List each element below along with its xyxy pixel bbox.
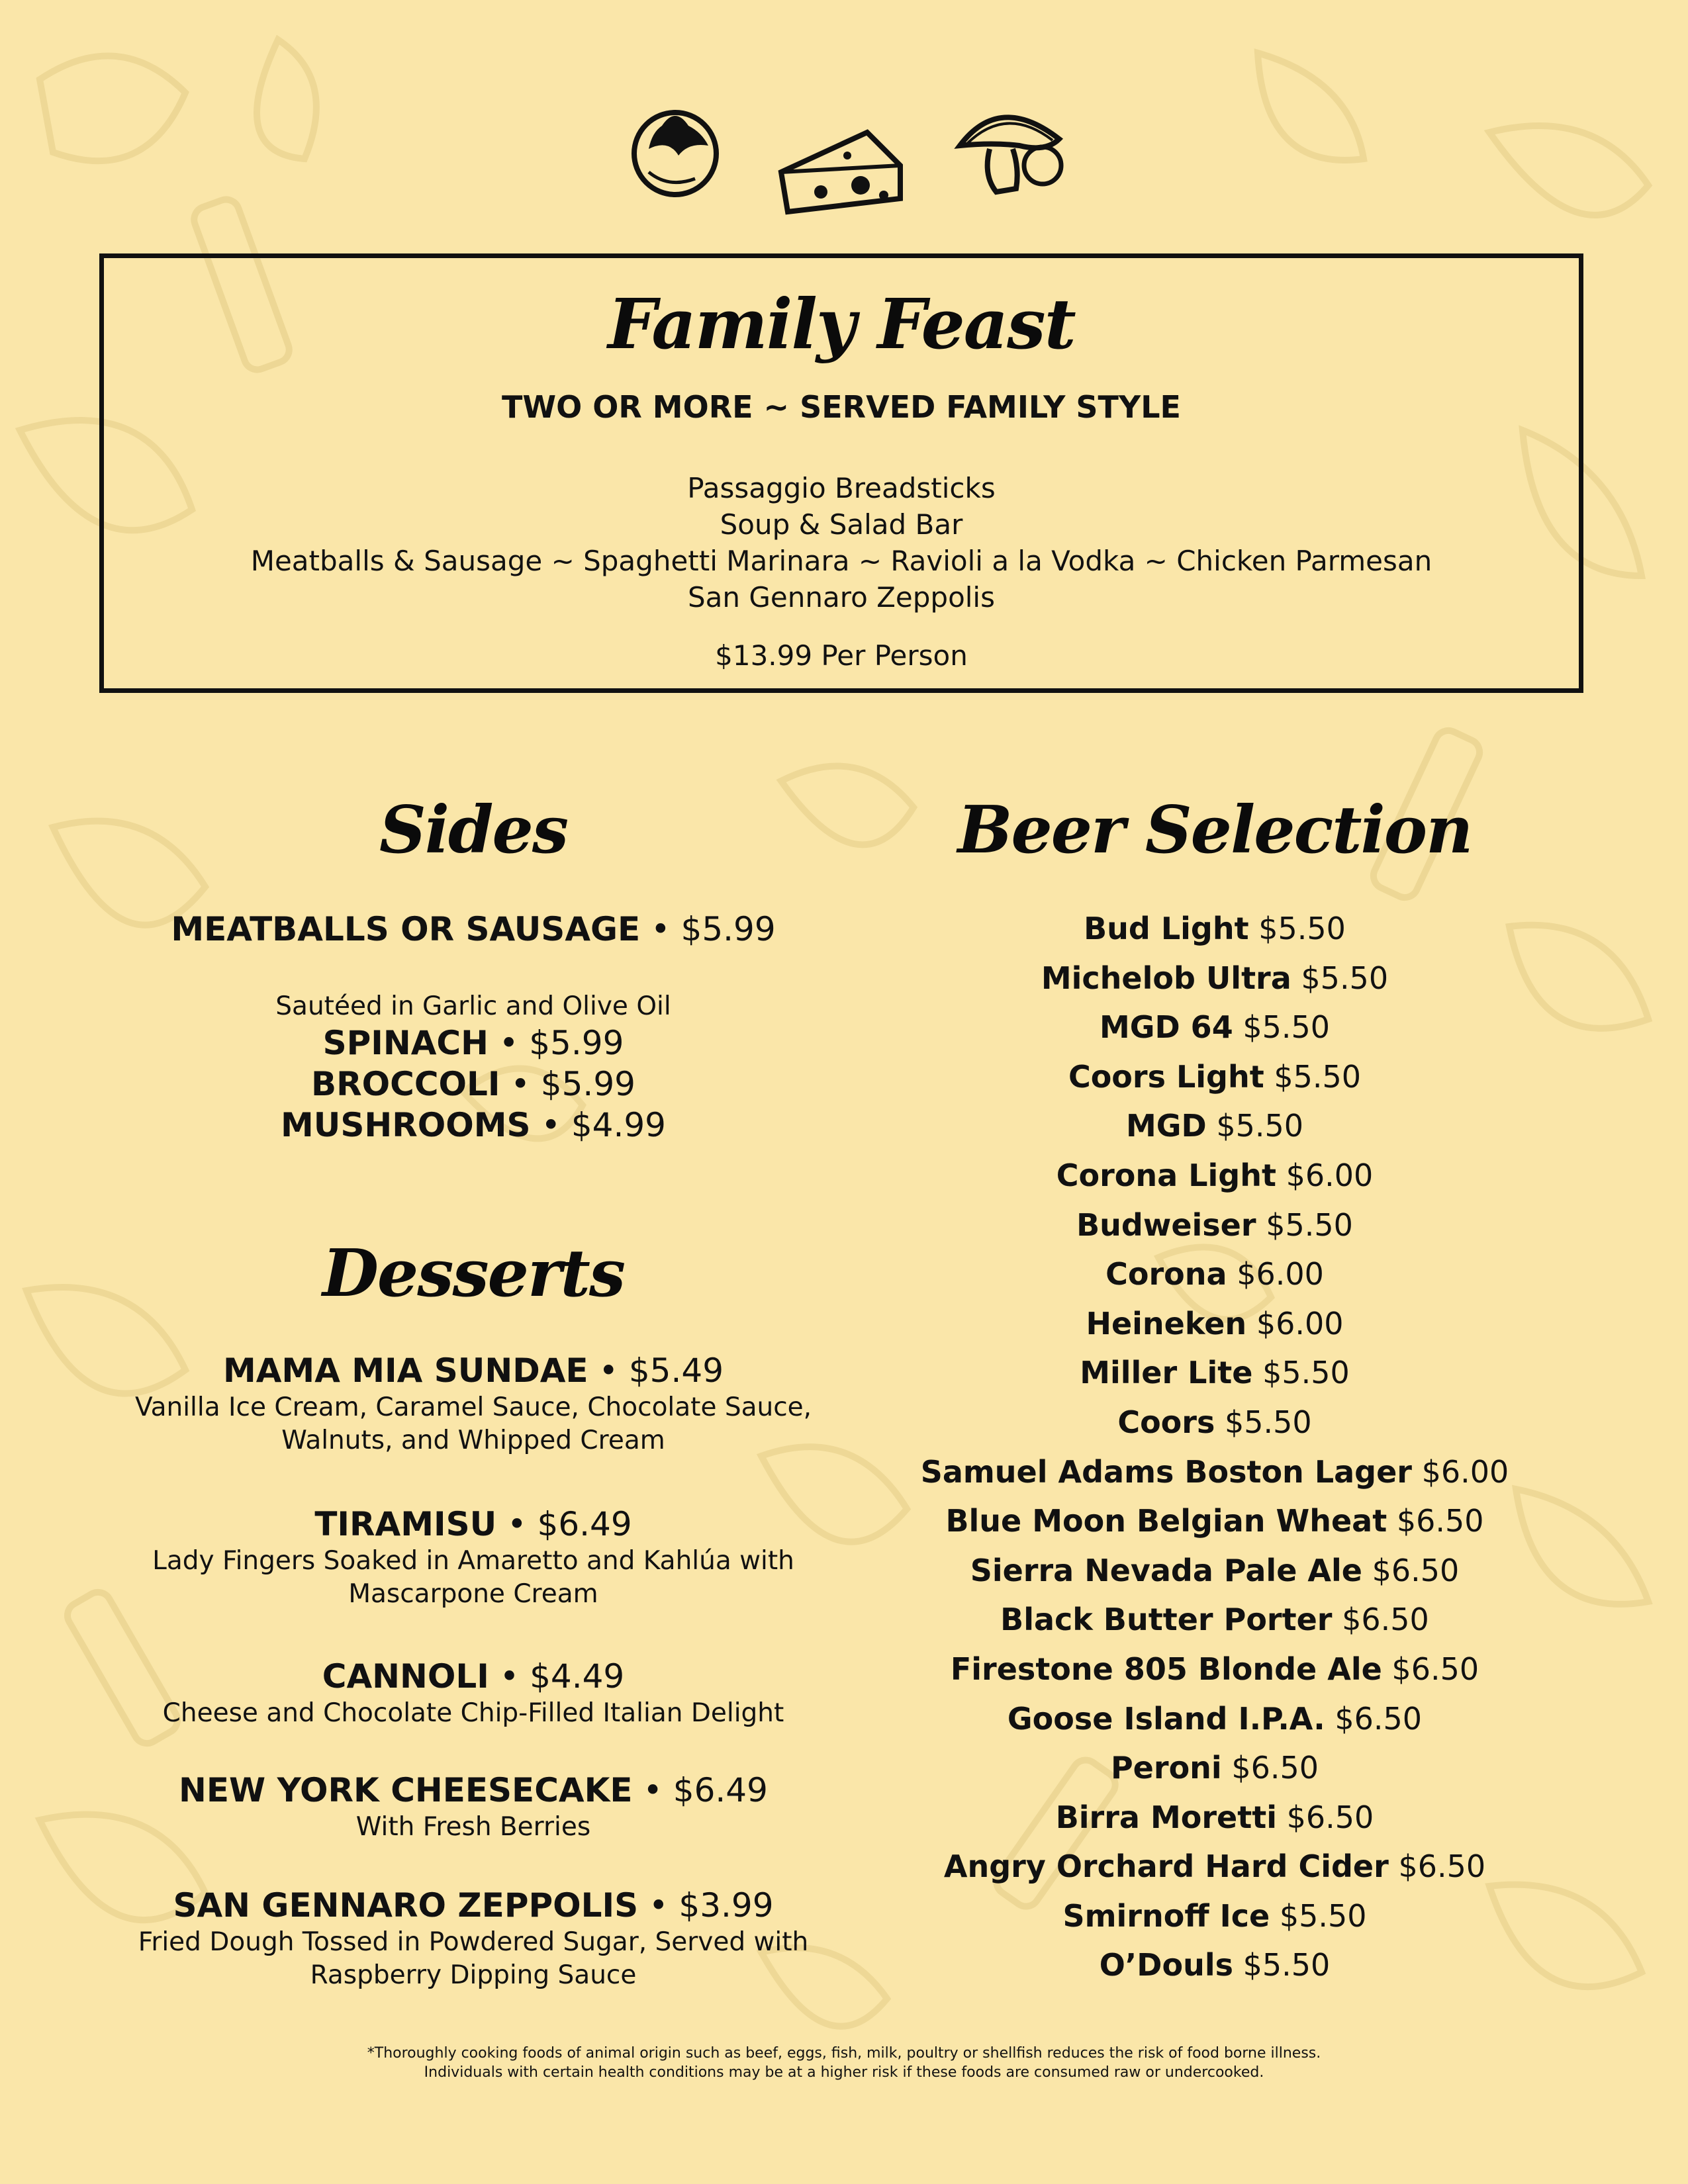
- item-price: • $6.49: [643, 1771, 768, 1809]
- beer-price: $5.50: [1279, 1897, 1367, 1934]
- beer-item: [874, 1151, 1556, 1201]
- beer-item: [874, 1398, 1556, 1447]
- item-price: • $5.99: [498, 1024, 624, 1062]
- beer-item: [874, 1743, 1556, 1793]
- beer-price: $6.50: [1342, 1602, 1429, 1638]
- beer-price: $5.50: [1243, 1009, 1331, 1046]
- feast-item: San Gennaro Zeppolis: [688, 581, 995, 614]
- beer-item: [874, 1793, 1556, 1843]
- beer-item: [874, 1003, 1556, 1052]
- beer-name: Michelob Ultra: [1041, 960, 1291, 996]
- beer-name: Angry Orchard Hard Cider: [943, 1848, 1389, 1885]
- beer-price: $5.50: [1258, 911, 1346, 946]
- dessert-item: [119, 1770, 827, 1844]
- item-name: CANNOLI: [322, 1657, 489, 1696]
- beer-item: [874, 1201, 1556, 1250]
- beer-name: MGD 64: [1099, 1009, 1233, 1046]
- beer-price: $5.50: [1243, 1947, 1331, 1983]
- beer-price: $6.50: [1231, 1750, 1319, 1786]
- family-feast-box: [99, 253, 1583, 693]
- beer-price: $6.50: [1396, 1503, 1484, 1539]
- beer-price: $6.00: [1256, 1305, 1344, 1342]
- sides-list: [119, 1023, 827, 1146]
- beer-item: [874, 1052, 1556, 1102]
- beer-item: [874, 1940, 1556, 1990]
- beer-name: Heineken: [1086, 1305, 1247, 1342]
- footnote-line: Individuals with certain health conditions may be at a higher risk if these foods are consumed raw or undercooked.: [424, 2064, 1264, 2081]
- beer-price: $6.50: [1391, 1651, 1479, 1687]
- beer-name: Birra Moretti: [1055, 1799, 1277, 1835]
- family-feast-subtitle: TWO OR MORE ~ SERVED FAMILY STYLE: [502, 389, 1181, 425]
- cheese-icon: [774, 119, 907, 218]
- beer-price: $6.00: [1286, 1157, 1374, 1193]
- family-feast-title: Family Feast: [608, 283, 1075, 365]
- beer-name: MGD: [1125, 1108, 1207, 1144]
- beer-price: $5.50: [1224, 1404, 1312, 1440]
- item-description: Raspberry Dipping Sauce: [310, 1960, 637, 1990]
- feast-item: Soup & Salad Bar: [720, 508, 963, 541]
- item-description: With Fresh Berries: [355, 1812, 591, 1842]
- item-name: SPINACH: [322, 1024, 489, 1062]
- beer-price: $6.50: [1335, 1700, 1423, 1737]
- beer-item: [874, 1891, 1556, 1941]
- desserts-section: [119, 1231, 827, 1317]
- beer-price: $5.50: [1266, 1206, 1353, 1243]
- family-feast-price: $13.99 Per Person: [715, 639, 968, 672]
- beer-price: $5.50: [1262, 1355, 1350, 1391]
- beer-name: Peroni: [1110, 1750, 1222, 1786]
- item-price: • $4.49: [499, 1657, 625, 1696]
- beer-name: Smirnoff Ice: [1062, 1897, 1270, 1934]
- beer-name: Goose Island I.P.A.: [1007, 1700, 1325, 1737]
- dessert-item: [119, 1350, 827, 1457]
- side-item: [119, 1023, 827, 1064]
- beer-item: [874, 1496, 1556, 1546]
- beer-item: [874, 1299, 1556, 1349]
- beer-price: $6.50: [1286, 1799, 1374, 1835]
- item-price: • $5.99: [510, 1065, 635, 1103]
- beer-price: $6.00: [1421, 1453, 1509, 1490]
- beer-item: [874, 1595, 1556, 1645]
- item-description: Mascarpone Cream: [348, 1579, 598, 1609]
- beer-list: [874, 904, 1556, 1990]
- mushroom-icon: [953, 99, 1066, 199]
- beer-name: Coors: [1117, 1404, 1215, 1440]
- beer-item: [874, 1447, 1556, 1497]
- beer-price: $6.50: [1372, 1552, 1460, 1588]
- beer-name: O’Douls: [1099, 1947, 1233, 1983]
- sides-section: [119, 788, 827, 874]
- beer-item: [874, 1694, 1556, 1744]
- beer-name: Corona Light: [1056, 1157, 1276, 1193]
- feast-item: Passaggio Breadsticks: [687, 472, 996, 504]
- beer-item: [874, 1645, 1556, 1694]
- item-name: MAMA MIA SUNDAE: [222, 1351, 588, 1390]
- beer-title: Beer Selection: [957, 792, 1472, 868]
- beer-price: $5.50: [1301, 960, 1389, 996]
- beer-name: Firestone 805 Blonde Ale: [950, 1651, 1382, 1687]
- item-description: Walnuts, and Whipped Cream: [281, 1426, 665, 1455]
- beer-name: Corona: [1105, 1256, 1227, 1293]
- feast-item: Meatballs & Sausage ~ Spaghetti Marinara ~ Ravioli a la Vodka ~ Chicken Parmesan: [250, 545, 1432, 577]
- beer-price: $6.50: [1398, 1848, 1486, 1885]
- side-item-meatballs: [119, 909, 827, 950]
- item-name: MUSHROOMS: [281, 1106, 531, 1144]
- beer-price: $6.00: [1237, 1256, 1324, 1293]
- beer-item: [874, 1546, 1556, 1596]
- item-name: SAN GENNARO ZEPPOLIS: [173, 1886, 639, 1925]
- beer-section: [874, 788, 1556, 874]
- beer-price: $5.50: [1216, 1108, 1304, 1144]
- food-safety-footnote: [0, 2044, 1688, 2082]
- beer-item: [874, 954, 1556, 1003]
- sides-note: Sautéed in Garlic and Olive Oil: [275, 991, 671, 1021]
- desserts-title: Desserts: [322, 1236, 625, 1312]
- dessert-item: [119, 1656, 827, 1730]
- item-name: MEATBALLS OR SAUSAGE: [171, 910, 641, 948]
- side-item: [119, 1064, 827, 1105]
- dessert-item: [119, 1504, 827, 1611]
- beer-item: [874, 1348, 1556, 1398]
- beer-name: Budweiser: [1076, 1206, 1256, 1243]
- item-price: • $5.99: [651, 910, 776, 948]
- beer-name: Bud Light: [1084, 911, 1249, 946]
- footnote-line: *Thoroughly cooking foods of animal origin such as beef, eggs, fish, milk, poultry or shellfish reduces the risk of food borne illness.: [367, 2045, 1321, 2062]
- sides-title: Sides: [379, 792, 568, 868]
- beer-name: Samuel Adams Boston Lager: [920, 1453, 1412, 1490]
- beer-name: Blue Moon Belgian Wheat: [945, 1503, 1387, 1539]
- beer-price: $5.50: [1274, 1058, 1362, 1095]
- beer-name: Coors Light: [1068, 1058, 1264, 1095]
- item-price: • $4.99: [541, 1106, 666, 1144]
- family-feast-items: [104, 470, 1579, 615]
- item-price: • $6.49: [507, 1505, 632, 1543]
- beer-name: Miller Lite: [1080, 1355, 1253, 1391]
- item-description: Lady Fingers Soaked in Amaretto and Kahlúa with: [152, 1546, 794, 1576]
- beer-item: [874, 1101, 1556, 1151]
- item-description: Cheese and Chocolate Chip-Filled Italian Delight: [162, 1698, 784, 1728]
- item-name: NEW YORK CHEESECAKE: [179, 1771, 633, 1809]
- side-item: [119, 1105, 827, 1146]
- item-price: • $5.49: [598, 1351, 724, 1390]
- item-name: BROCCOLI: [311, 1065, 500, 1103]
- tomato-icon: [622, 99, 728, 199]
- item-price: • $3.99: [649, 1886, 774, 1925]
- icon-row: [0, 93, 1688, 225]
- beer-item: [874, 1842, 1556, 1891]
- item-description: Fried Dough Tossed in Powdered Sugar, Served with: [138, 1927, 809, 1957]
- beer-item: [874, 1250, 1556, 1299]
- item-description: Vanilla Ice Cream, Caramel Sauce, Chocolate Sauce,: [134, 1392, 812, 1422]
- dessert-item: [119, 1885, 827, 1992]
- beer-item: [874, 904, 1556, 954]
- beer-name: Sierra Nevada Pale Ale: [970, 1552, 1362, 1588]
- beer-name: Black Butter Porter: [1000, 1602, 1333, 1638]
- item-name: TIRAMISU: [314, 1505, 497, 1543]
